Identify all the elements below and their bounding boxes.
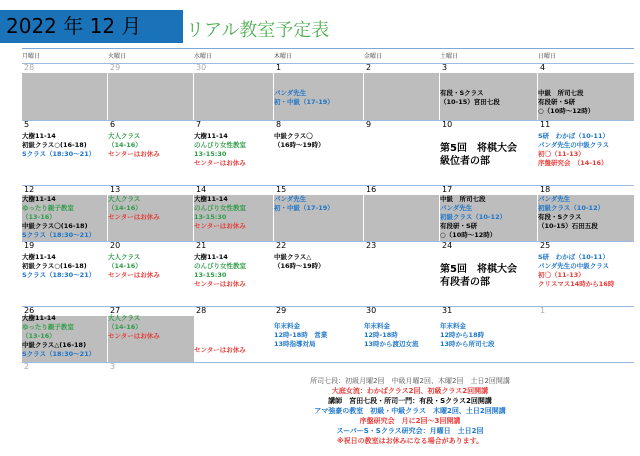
weekday-mon: 月曜日 (22, 53, 41, 60)
day-number: 4 (540, 63, 546, 72)
day-number: 24 (442, 241, 453, 250)
event-text: のんびり女性教室 (194, 262, 246, 270)
calendar-day-cell (274, 120, 364, 185)
day-number: 27 (110, 306, 121, 315)
event-text: 大樹11-14 (22, 253, 56, 261)
calendar-day-cell (108, 306, 194, 362)
event-text: （14-16） (108, 141, 142, 149)
day-number: 26 (24, 306, 35, 315)
weekday-thu: 木曜日 (274, 53, 293, 60)
event-text: ゆったり親子教室 (22, 323, 74, 331)
event-text: 第5回 将棋大会 (440, 143, 517, 154)
calendar-day-cell (440, 120, 538, 185)
event-text: 13時指導対局 (274, 340, 316, 348)
event-text: のんびり女性教室 (194, 204, 246, 212)
day-number: 1 (540, 306, 546, 315)
calendar-day-cell (22, 362, 108, 456)
day-number: 18 (540, 185, 551, 194)
day-number: 21 (196, 241, 207, 250)
event-text: 大樹11-14 (22, 132, 56, 140)
calendar-day-cell (274, 63, 364, 120)
event-text: 序盤研究会 （14-16） (538, 159, 608, 167)
event-text: 大樹11-14 (22, 314, 56, 322)
event-text: クリスマス14時から16時 (538, 280, 615, 288)
event-text: 中級クラス〇(16-18) (22, 222, 88, 230)
weekday-sat: 土曜日 (440, 53, 459, 60)
calendar-day-cell (108, 241, 194, 306)
day-number: 29 (276, 306, 287, 315)
event-text: パンダ先生の中級クラス (538, 141, 610, 149)
calendar-day-cell (22, 306, 108, 362)
event-text: センターはお休み (108, 271, 160, 279)
day-number: 7 (196, 120, 202, 129)
calendar-day-cell (194, 241, 274, 306)
event-text: 級位者の部 (440, 156, 490, 167)
event-text: 初・中級（17-19） (274, 204, 334, 212)
event-text: （16時〜19時） (274, 141, 325, 149)
event-text: 12時から18時 (440, 331, 485, 339)
event-text: 大人クラス (108, 132, 141, 140)
day-number: 6 (110, 120, 116, 129)
event-text: パンダ先生 (274, 195, 307, 203)
event-text: ゆったり親子教室 (22, 204, 74, 212)
event-text: 初級クラス（10-12） (440, 213, 507, 221)
day-number: 2 (366, 63, 372, 72)
calendar-day-cell (22, 241, 108, 306)
event-text: 13-15:30 (194, 213, 227, 221)
event-text: ○（10時〜12時） (538, 107, 595, 115)
event-text: 年末料金 (440, 322, 466, 330)
day-number: 25 (540, 241, 551, 250)
calendar-day-cell (22, 120, 108, 185)
event-text: 有段者の部 (440, 277, 490, 288)
event-text: 有段・Sクラス (538, 213, 582, 221)
event-text: 12時-18時 営業 (274, 331, 328, 339)
note-line: 大庭女流：わかばクラス2回、初級クラス2回開講 (331, 387, 489, 395)
day-number: 22 (276, 241, 287, 250)
calendar-day-cell (440, 241, 538, 306)
weekday-fri: 金曜日 (364, 53, 383, 60)
calendar-day-cell (440, 185, 538, 241)
note-line: スーパーS・Sクラス研究会：月曜日 土日2回 (336, 427, 484, 435)
event-text: 中級クラス△ (274, 253, 312, 261)
event-text: Sクラス（18:30〜21） (22, 150, 96, 158)
calendar-day-cell (274, 241, 364, 306)
shaded-band (194, 73, 273, 120)
event-text: 第5回 将棋大会 (440, 264, 517, 275)
calendar-day-cell (364, 306, 440, 362)
note-line: 序盤研究会 月に2回〜3回開講 (359, 417, 461, 425)
day-number: 19 (24, 241, 35, 250)
calendar-day-cell (538, 185, 634, 241)
row-divider (22, 120, 634, 121)
calendar-day-cell (440, 63, 538, 120)
event-text: 初級クラス（10-12） (538, 204, 605, 212)
day-number: 28 (196, 306, 207, 315)
weekday-tue: 火曜日 (108, 53, 127, 60)
shaded-band (108, 73, 193, 120)
row-divider (22, 241, 634, 242)
event-text: 初・中級（17-19） (274, 98, 334, 106)
event-text: 中級クラス〇 (274, 132, 313, 140)
event-text: センターはお休み (108, 150, 160, 158)
event-text: S研 わかば（10-11） (538, 253, 609, 261)
event-text: （10-15）宮田七段 (440, 98, 500, 106)
calendar-day-cell (22, 63, 108, 120)
event-text: 大樹11-14 (194, 195, 228, 203)
event-text: 大人クラス (108, 253, 141, 261)
event-text: 中級 所司七段 (538, 89, 584, 97)
event-text: パンダ先生 (274, 89, 307, 97)
event-text: （14-16） (108, 262, 142, 270)
event-text: 12時-18時 (364, 331, 398, 339)
note-line: 所司七段：初級月曜2回 中級月曜2回、木曜2回 土日2回開講 (310, 377, 510, 385)
calendar-day-cell (108, 120, 194, 185)
event-text: 13時から渡辺女流 (364, 340, 419, 348)
calendar-day-cell (194, 185, 274, 241)
day-number: 8 (276, 120, 282, 129)
day-number: 10 (442, 120, 453, 129)
note-line: ※祝日の教室はお休みになる場合があります。 (336, 437, 484, 445)
row-divider (22, 306, 634, 307)
calendar-day-cell (194, 120, 274, 185)
day-number: 20 (110, 241, 121, 250)
event-text: Sクラス（18:30〜21） (22, 350, 96, 358)
event-text: センターはお休み (108, 213, 160, 221)
day-number: 12 (24, 185, 35, 194)
day-number: 30 (196, 63, 207, 72)
calendar-day-cell (538, 306, 634, 362)
event-text: 中級 所司七段 (440, 195, 486, 203)
calendar-day-cell (364, 120, 440, 185)
weekday-sun: 日曜日 (538, 53, 557, 60)
page-title: リアル教室予定表 (186, 20, 330, 41)
shaded-band (364, 73, 439, 120)
event-text: センターはお休み (194, 159, 246, 167)
event-text: 年末料金 (274, 322, 300, 330)
event-text: （16時〜19時） (274, 262, 325, 270)
day-number: 9 (366, 120, 372, 129)
event-text: （13-16） (22, 332, 56, 340)
event-text: （13-16） (22, 213, 56, 221)
calendar-day-cell (194, 306, 274, 362)
day-number: 17 (442, 185, 453, 194)
row-divider (22, 362, 634, 363)
calendar-day-cell (364, 185, 440, 241)
row-divider (22, 63, 634, 64)
day-number: 30 (366, 306, 377, 315)
event-text: 13-15:30 (194, 271, 227, 279)
event-text: 有段研・S研 (538, 98, 576, 106)
day-number: 15 (276, 185, 287, 194)
event-text: 大樹11-14 (194, 132, 228, 140)
day-number: 16 (366, 185, 377, 194)
event-text: 初〇（11-13） (538, 150, 585, 158)
event-text: 大樹11-14 (194, 253, 228, 261)
event-text: センターはお休み (194, 346, 246, 354)
event-text: 大人クラス (108, 314, 141, 322)
event-text: （14-16） (108, 204, 142, 212)
calendar-day-cell (538, 120, 634, 185)
event-text: パンダ先生の中級クラス (538, 262, 610, 270)
event-text: （14-16） (108, 323, 142, 331)
event-text: ○（10時〜12時） (440, 231, 497, 239)
shaded-band (22, 73, 107, 120)
event-text: 13時から所司七段 (440, 340, 495, 348)
calendar-day-cell (108, 362, 194, 456)
event-text: 年末料金 (364, 322, 390, 330)
day-number: 11 (540, 120, 551, 129)
weekday-header (22, 48, 634, 63)
event-text: （10-15）石田五段 (538, 222, 598, 230)
event-text: 初級クラス○(16-18) (22, 141, 87, 149)
row-divider (22, 185, 634, 186)
notes-block (200, 376, 620, 446)
calendar-day-cell (538, 241, 634, 306)
month-header: 2022 年 12 月 (0, 10, 183, 43)
calendar-day-cell (274, 306, 364, 362)
event-text: S研 わかば（10-11） (538, 132, 609, 140)
day-number: 1 (276, 63, 282, 72)
calendar-day-cell (194, 63, 274, 120)
day-number: 2 (24, 362, 30, 371)
note-line: 講師 宮田七段・所司一門：有段・Sクラス2回開講 (328, 397, 492, 405)
calendar-day-cell (364, 63, 440, 120)
calendar-day-cell (108, 185, 194, 241)
shaded-band (364, 195, 439, 241)
event-text: 中級クラス△(16-18) (22, 341, 87, 349)
day-number: 31 (442, 306, 453, 315)
event-text: センターはお休み (194, 280, 246, 288)
event-text: 大樹11-14 (22, 195, 56, 203)
calendar-day-cell (440, 306, 538, 362)
event-text: 初級クラス○(16-18) (22, 262, 87, 270)
event-text: 有段研・S研 (440, 222, 478, 230)
event-text: のんびり女性教室 (194, 141, 246, 149)
calendar-day-cell (364, 241, 440, 306)
day-number: 3 (110, 362, 116, 371)
day-number: 5 (24, 120, 30, 129)
calendar-day-cell (274, 185, 364, 241)
event-text: 大人クラス (108, 195, 141, 203)
event-text: センターはお休み (194, 222, 246, 230)
note-line: アマ強豪の教室 初級・中級クラス 木曜2回、土日2回開講 (314, 407, 506, 415)
event-text: パンダ先生 (538, 195, 571, 203)
day-number: 14 (196, 185, 207, 194)
day-number: 23 (366, 241, 377, 250)
day-number: 3 (442, 63, 448, 72)
day-number: 28 (24, 63, 35, 72)
event-text: センターはお休み (108, 332, 160, 340)
day-number: 13 (110, 185, 121, 194)
calendar-day-cell (108, 63, 194, 120)
event-text: 有段・Sクラス (440, 89, 484, 97)
calendar-day-cell (538, 63, 634, 120)
event-text: パンダ先生 (440, 204, 473, 212)
event-text: Sクラス（18:30〜21） (22, 231, 96, 239)
day-number: 29 (110, 63, 121, 72)
event-text: 13-15:30 (194, 150, 227, 158)
event-text: 初〇（11-13） (538, 271, 585, 279)
weekday-wed: 水曜日 (194, 53, 213, 60)
event-text: Sクラス（18:30〜21） (22, 271, 96, 279)
calendar-day-cell (22, 185, 108, 241)
